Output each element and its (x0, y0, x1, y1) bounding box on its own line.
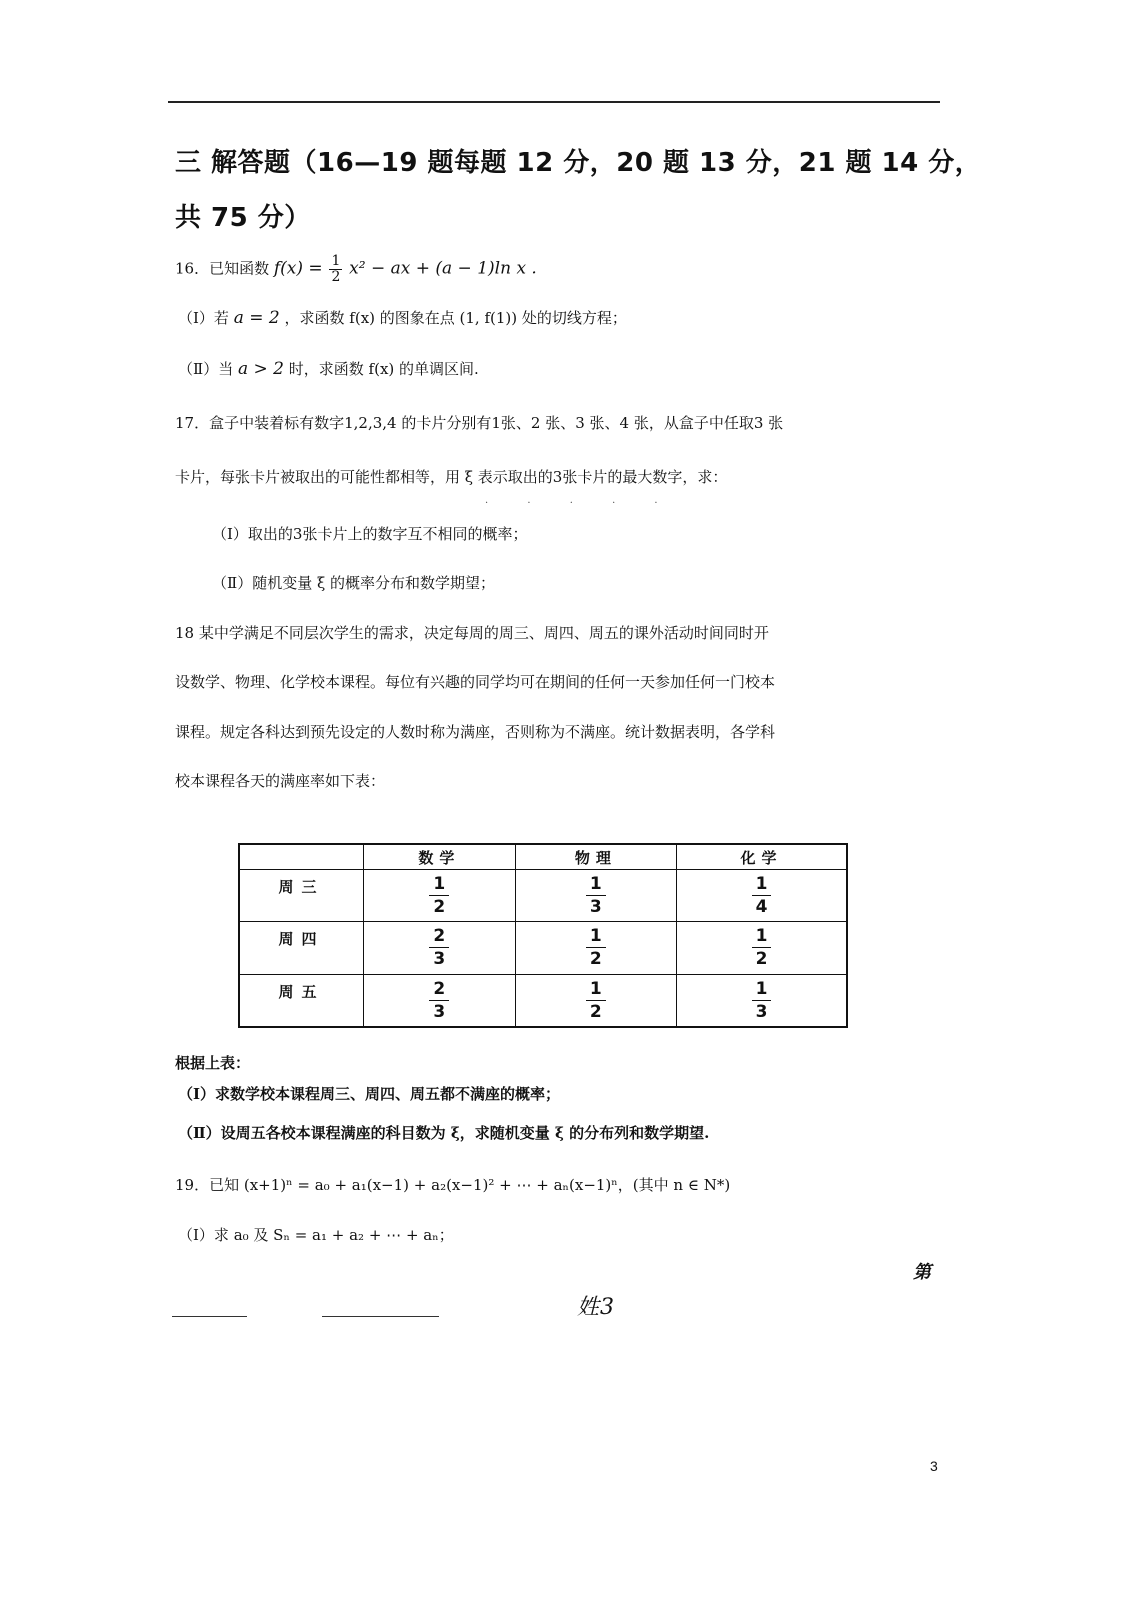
rate-denominator: 3 (433, 949, 446, 970)
question-18-line-2: 设数学、物理、化学校本课程。每位有兴趣的同学均可在期间的任何一天参加任何一门校本 (175, 673, 776, 691)
rate-denominator: 4 (755, 897, 768, 918)
rate-numerator: 1 (752, 978, 772, 1001)
part-2-text: 时，求函数 f(x) 的单调区间. (288, 360, 479, 378)
table-header-row (239, 844, 847, 870)
rate-numerator: 1 (586, 925, 606, 948)
rate-fraction (429, 925, 449, 970)
rate-fraction (586, 978, 606, 1023)
row-day-label: 周五 (239, 974, 364, 1027)
question-16-part-1 (178, 307, 627, 328)
rate-denominator: 2 (589, 949, 602, 970)
rate-fraction (586, 925, 606, 970)
question-18-line-4: 校本课程各天的满座率如下表： (175, 772, 386, 790)
question-16 (175, 254, 537, 285)
question-18-part-1: （Ⅰ）求数学校本课程周三、周四、周五都不满座的概率； (178, 1085, 561, 1103)
rate-fraction (586, 873, 606, 918)
part-2-condition: a > 2 (237, 359, 284, 379)
table-header-chemistry: 化学 (677, 844, 847, 870)
table-cell (364, 870, 515, 922)
fraction-numerator: 1 (331, 253, 341, 269)
section-heading-continued: 共 75 分） (175, 203, 311, 233)
table-row (239, 870, 847, 922)
part-2-prefix: （Ⅱ）当 (178, 360, 234, 378)
part-1-condition: a = 2 (233, 308, 280, 328)
handwritten-mark: 姓3 (577, 1295, 615, 1320)
rate-numerator: 1 (586, 873, 606, 896)
rate-numerator: 1 (752, 925, 772, 948)
rate-fraction (752, 978, 772, 1023)
rate-denominator: 3 (589, 897, 602, 918)
scan-noise: · · · · · (485, 498, 676, 509)
function-name: f(x) = (273, 258, 323, 279)
rate-denominator: 3 (755, 1001, 768, 1022)
rate-numerator: 1 (586, 978, 606, 1001)
table-header-math: 数学 (364, 844, 515, 870)
fraction-one-half (329, 254, 342, 285)
table-row (239, 974, 847, 1027)
rate-numerator: 2 (429, 978, 449, 1001)
margin-mark: 第 (913, 1262, 931, 1283)
page-number: 3 (930, 1458, 938, 1474)
table-cell (677, 870, 847, 922)
question-18-part-2: （Ⅱ）设周五各校本课程满座的科目数为 ξ，求随机变量 ξ 的分布列和数学期望. (178, 1124, 710, 1142)
question-17-part-2: （Ⅱ）随机变量 ξ 的概率分布和数学期望； (212, 574, 495, 592)
rate-denominator: 2 (755, 949, 768, 970)
top-rule (168, 101, 940, 103)
rate-numerator: 2 (429, 925, 449, 948)
rate-denominator: 2 (589, 1001, 602, 1022)
function-expression: x² − ax + (a − 1)ln x . (349, 258, 537, 279)
question-19-part-1: （Ⅰ）求 a₀ 及 Sₙ = a₁ + a₂ + ⋯ + aₙ； (178, 1226, 454, 1244)
rate-fraction (429, 978, 449, 1023)
part-1-prefix: （Ⅰ）若 (178, 309, 229, 327)
rate-fraction (752, 925, 772, 970)
table-cell (515, 922, 676, 974)
bottom-rule-right (322, 1316, 439, 1317)
table-cell (364, 974, 515, 1027)
table-cell (364, 922, 515, 974)
question-19-line-1: 19．已知 (x+1)ⁿ = a₀ + a₁(x−1) + a₂(x−1)² + ⋯ + aₙ(x−1)ⁿ，(其中 n ∈ N*) (175, 1176, 731, 1194)
question-17-line-1: 17．盒子中装着标有数字1,2,3,4 的卡片分别有1张、2 张、3 张、4 张，从盒子中任取3 张 (175, 414, 784, 432)
section-heading: 三 解答题（16—19 题每题 12 分，20 题 13 分，21 题 14 分， (175, 148, 982, 178)
rate-numerator: 1 (429, 873, 449, 896)
part-1-text: ，求函数 f(x) 的图象在点 (1, f(1)) 处的切线方程； (284, 309, 627, 327)
table-header-corner (239, 844, 364, 870)
rate-denominator: 3 (433, 1001, 446, 1022)
table-row (239, 922, 847, 974)
row-day-label: 周四 (239, 922, 364, 974)
rate-fraction (429, 873, 449, 918)
question-17-line-2: 卡片，每张卡片被取出的可能性都相等，用 ξ 表示取出的3张卡片的最大数字，求： (175, 468, 728, 486)
question-18-after-table: 根据上表： (175, 1054, 251, 1072)
table-cell (677, 922, 847, 974)
table-cell (677, 974, 847, 1027)
table-cell (515, 974, 676, 1027)
attendance-rate-table (238, 843, 848, 1028)
question-18-line-3: 课程。规定各科达到预先设定的人数时称为满座，否则称为不满座。统计数据表明，各学科 (175, 723, 776, 741)
row-day-label: 周三 (239, 870, 364, 922)
table-header-physics: 物理 (515, 844, 676, 870)
bottom-rule-left (172, 1316, 247, 1317)
rate-numerator: 1 (752, 873, 772, 896)
rate-denominator: 2 (433, 897, 446, 918)
question-16-intro: 16．已知函数 (175, 259, 270, 278)
question-16-part-2 (178, 358, 479, 379)
question-17-part-1: （Ⅰ）取出的3张卡片上的数字互不相同的概率； (212, 525, 528, 543)
question-18-line-1: 18 某中学满足不同层次学生的需求，决定每周的周三、周四、周五的课外活动时间同时开 (175, 624, 769, 642)
rate-fraction (752, 873, 772, 918)
fraction-denominator: 2 (331, 269, 341, 285)
table-cell (515, 870, 676, 922)
